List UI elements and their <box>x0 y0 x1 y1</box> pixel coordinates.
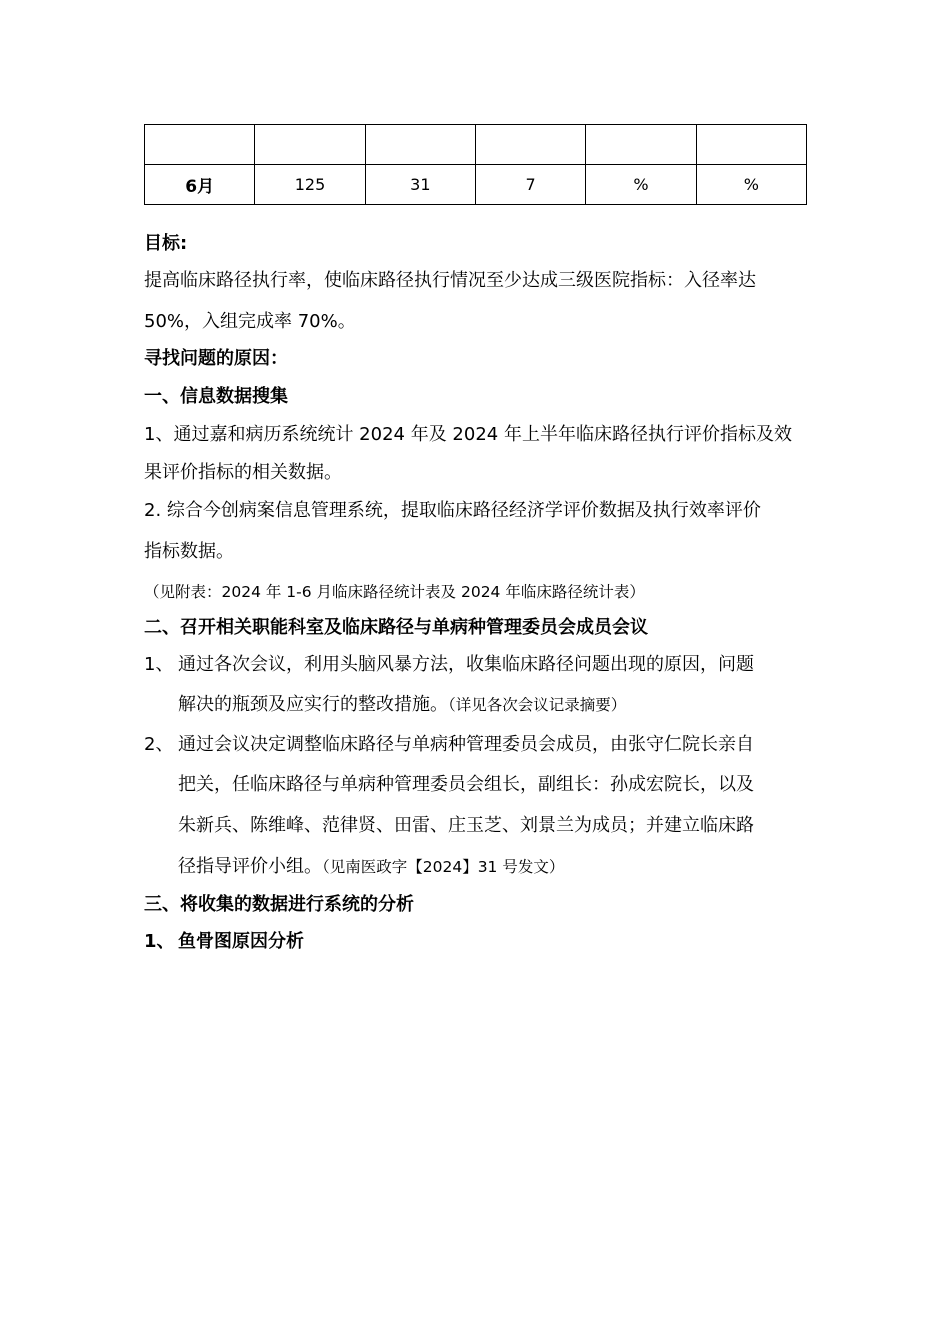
table-cell: % <box>586 165 696 205</box>
list-number: 1、 <box>144 931 175 952</box>
table-cell: 125 <box>255 165 365 205</box>
target-text-line: 50%，入组完成率 70%。 <box>144 311 356 332</box>
paragraph-line: 果评价指标的相关数据。 <box>144 462 342 483</box>
table-row <box>145 165 807 205</box>
table-cell-month: 6月 <box>145 165 255 205</box>
section-heading: 一、信息数据搜集 <box>144 386 288 407</box>
note-text: （详见各次会议记录摘要） <box>448 696 627 714</box>
table-row <box>145 125 807 165</box>
table-cell <box>255 125 365 165</box>
table-cell <box>365 125 475 165</box>
target-heading: 目标: <box>144 233 188 254</box>
subsection-heading: 鱼骨图原因分析 <box>178 931 304 952</box>
statistics-table <box>144 124 807 205</box>
paragraph-line: 1、通过嘉和病历系统统计 2024 年及 2024 年上半年临床路径执行评价指标及效 <box>144 424 792 445</box>
list-number: 2、 <box>144 734 174 755</box>
table-cell: 31 <box>365 165 475 205</box>
paragraph-line <box>178 854 564 880</box>
section-heading: 二、召开相关职能科室及临床路径与单病种管理委员会成员会议 <box>144 617 648 638</box>
table-cell: % <box>696 165 806 205</box>
list-number: 1、 <box>144 654 174 675</box>
paragraph-line: 通过会议决定调整临床路径与单病种管理委员会成员，由张守仁院长亲自 <box>178 734 754 755</box>
cause-heading: 寻找问题的原因： <box>144 348 288 369</box>
paragraph-line <box>178 692 626 718</box>
note-text: （见附表：2024 年 1-6 月临床路径统计表及 2024 年临床路径统计表） <box>144 583 645 601</box>
paragraph-line: 指标数据。 <box>144 541 234 562</box>
paragraph-text: 径指导评价小组。 <box>178 856 322 877</box>
paragraph-text: 解决的瓶颈及应实行的整改措施。 <box>178 694 448 715</box>
table-cell: 7 <box>475 165 585 205</box>
section-heading: 三、将收集的数据进行系统的分析 <box>144 894 414 915</box>
paragraph-line: 2. 综合今创病案信息管理系统，提取临床路径经济学评价数据及执行效率评价 <box>144 500 761 521</box>
paragraph-line: 把关，任临床路径与单病种管理委员会组长，副组长：孙成宏院长，以及 <box>178 774 754 795</box>
table-cell <box>696 125 806 165</box>
table-cell <box>145 125 255 165</box>
note-text: （见南医政字【2024】31 号发文） <box>322 858 565 876</box>
target-text-line: 提高临床路径执行率，使临床路径执行情况至少达成三级医院指标：入径率达 <box>144 270 756 291</box>
table-cell <box>475 125 585 165</box>
paragraph-line: 朱新兵、陈维峰、范律贤、田雷、庄玉芝、刘景兰为成员；并建立临床路 <box>178 815 754 836</box>
table-cell <box>586 125 696 165</box>
paragraph-line: 通过各次会议，利用头脑风暴方法，收集临床路径问题出现的原因，问题 <box>178 654 754 675</box>
